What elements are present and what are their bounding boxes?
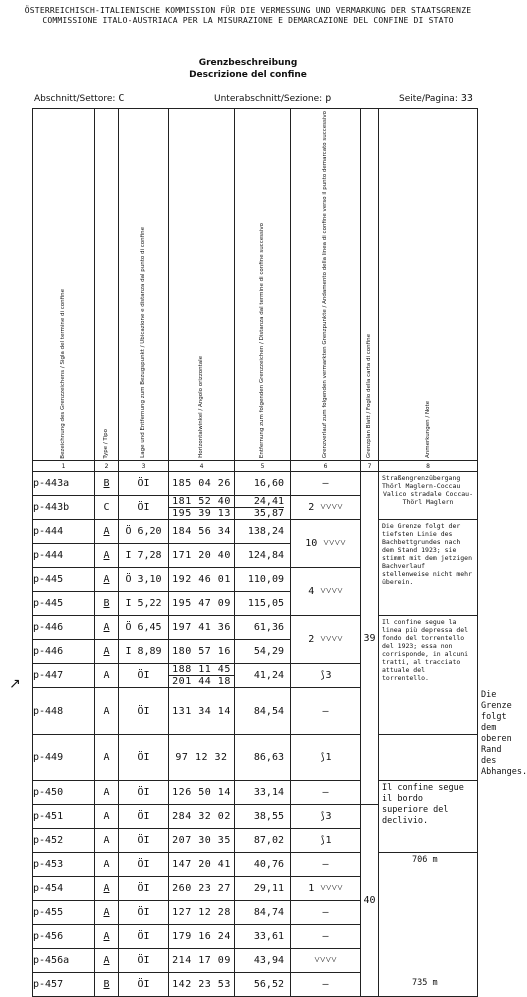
marker-location: ÖI [119, 664, 169, 688]
marker-code: p-451 [33, 805, 95, 829]
marker-type: A [95, 877, 119, 901]
horizontal-angle: 185 04 26 [169, 472, 235, 496]
marker-type: A [95, 568, 119, 592]
marker-code: p-444 [33, 544, 95, 568]
marker-code: p-453 [33, 853, 95, 877]
horizontal-angle: 97 12 32 [169, 734, 235, 781]
col-head-2: Type / Tipo [95, 109, 119, 461]
marker-location: Ö 3,10 [119, 568, 169, 592]
course-mark: 1 ˅˅˅˅ [291, 877, 361, 901]
distance: 86,63 [235, 734, 291, 781]
course-mark: ⟆1 [291, 734, 361, 781]
angle-value: 195 39 13 [172, 508, 231, 520]
marker-type: A [95, 805, 119, 829]
distance: 54,29 [235, 640, 291, 664]
marker-location: I 8,89 [119, 640, 169, 664]
marker-location: ÖI [119, 688, 169, 735]
course-mark: — [291, 688, 361, 735]
col-num: 7 [361, 461, 379, 472]
col-num: 4 [169, 461, 235, 472]
border-table: Bezeichnung des Grenzzeichens / Sigla del termine di confine Type / Tipo Lage und Entfernung zum Bezugspunkt / Ubicazione e distanza dal punto di confine Horizontalwinkel / Angolo orizzontale Entfernung zum folgenden Grenzzeichen / Distanza dal termine di confine successivo Grenzverlauf zum folgenden vermarkten Grenzpunkte / Andamento della linea di confine verso il punto demarcato successivo Grenzplan Blatt / Foglio della carta di confine Anmerkungen / Note 1 2 3 4 5 6 7 8 p-443a B ÖI 185 04 26 16,60 — 39 Straßengrenzübergang Thörl Maglern-Coccau Valico stradale Coccau-Thörl Maglern p-443b C ÖI 181 52 40 195 39 13 24,41 35,87 2 ˅˅˅˅ p-444 A Ö 6,20 184 56 34 138,24 10 ˅˅˅˅ Die Grenze folgt der tiefsten Linie des Bachbettgrundes nach dem Stand 1923; sie stimmt mit dem jetzigen Bachverlauf stellenweise nicht mehr überein. p-444 A I 7,28 171 20 40 124,84 p-445 A Ö 3,10 192 46 01 110,09 4 ˅˅˅˅ p-445 B I 5,22 195 47 09 115,05 p-446 A Ö 6,45 197 41 36 61,36 2 ˅˅˅˅ Il confine segue la linea più depressa del fondo del torrentello del 1923; essa non corrisponde, in alcuni tratti, al tracciato attuale del torrentello. p-446 A I 8,89 180 57 16 54,29 p-447 A ÖI 188 11 45 201 44 18 41,24 ⟆3 p-448 A ÖI 131 34 14 84,54 — Die Grenze folgt dem oberen Rand des Abhanges. p-449 A ÖI 97 12 32 86,63 ⟆1 p-450 A ÖI 126 50 14 33,14 — Il confine segue il bordo superiore del declivio. p-451 A ÖI 284 32 02 38,55 ⟆3 40 p-452 A ÖI 207 30 35 87,02 ⟆1 p-453 A ÖI 147 20 41 40,76 — 706 m 735 m p-454 A ÖI 260 23 27 29,11 1 ˅˅˅˅ p-455 A ÖI 127 12 28 84,74 — p-456 A ÖI 179 16 24 33,61 — p-456a A ÖI 214 17 09 43,94 ˅˅˅˅ p-457 B ÖI 142 23 53 56,52 — [32, 108, 478, 997]
distance: 33,61 [235, 925, 291, 949]
horizontal-angle: 171 20 40 [169, 544, 235, 568]
marker-type: A [95, 520, 119, 544]
marker-type: C [95, 496, 119, 520]
marker-code: p-444 [33, 520, 95, 544]
distance: 61,36 [235, 616, 291, 640]
col-num: 1 [33, 461, 95, 472]
course-mark: ⟆3 [291, 664, 361, 688]
sheet-number: 40 [361, 805, 379, 997]
section: Abschnitt/Settore: C [34, 93, 125, 104]
distance: 38,55 [235, 805, 291, 829]
distance: 110,09 [235, 568, 291, 592]
horizontal-angle: 147 20 41 [169, 853, 235, 877]
marker-type: A [95, 640, 119, 664]
marker-type: A [95, 853, 119, 877]
marker-location: ÖI [119, 472, 169, 496]
distance: 41,24 [235, 664, 291, 688]
horizontal-angle: 179 16 24 [169, 925, 235, 949]
horizontal-angle: 195 47 09 [169, 592, 235, 616]
distance-value: 35,87 [253, 508, 284, 520]
horizontal-angle: 284 32 02 [169, 805, 235, 829]
marker-code: p-452 [33, 829, 95, 853]
header-de: ÖSTERREICHISCH-ITALIENISCHE KOMMISSION FÜR DIE VERMESSUNG UND VERMARKUNG DER STAATSGRENZE [24, 6, 472, 15]
marker-type: A [95, 925, 119, 949]
marker-code: p-449 [33, 734, 95, 781]
marker-code: p-448 [33, 688, 95, 735]
col-head-4: Horizontalwinkel / Angolo orizzontale [169, 109, 235, 461]
title-it: Descrizione del confine [189, 70, 307, 80]
elevation-735: 735 m [412, 978, 438, 989]
col-head-3: Lage und Entfernung zum Bezugspunkt / Ubicazione e distanza dal punto di confine [119, 109, 169, 461]
elevation-706: 706 m [412, 855, 438, 866]
title-de: Grenzbeschreibung [198, 58, 298, 68]
course-mark: — [291, 901, 361, 925]
col-head-1: Bezeichnung des Grenzzeichens / Sigla del termine di confine [33, 109, 95, 461]
note-crossing-it: Valico stradale Coccau-Thörl Maglern [382, 490, 473, 507]
distance: 29,11 [235, 877, 291, 901]
horizontal-angle: 192 46 01 [169, 568, 235, 592]
distance: 87,02 [235, 829, 291, 853]
col-num: 8 [379, 461, 478, 472]
note-crossing-de: Straßengrenzübergang Thörl Maglern-Coccau [382, 474, 461, 491]
sheet-number: 39 [361, 472, 379, 805]
col-num: 6 [291, 461, 361, 472]
marker-code: p-447 [33, 664, 95, 688]
marker-code: p-445 [33, 592, 95, 616]
distance: 84,54 [235, 688, 291, 735]
marker-type: A [95, 901, 119, 925]
marker-code: p-446 [33, 616, 95, 640]
horizontal-angle [169, 496, 235, 520]
marker-location: ÖI [119, 949, 169, 973]
marker-type: A [95, 829, 119, 853]
marker-type: A [95, 949, 119, 973]
marker-location: ÖI [119, 734, 169, 781]
distance-value: 24,41 [235, 496, 284, 508]
distance: 138,24 [235, 520, 291, 544]
distance [235, 496, 291, 520]
distance: 115,05 [235, 592, 291, 616]
marker-location: ÖI [119, 973, 169, 997]
marker-type: B [95, 472, 119, 496]
note-crossing [379, 472, 478, 520]
col-head-5: Entfernung zum folgenden Grenzzeichen / Distanza dal termine di confine successivo [235, 109, 291, 461]
course-mark: ⟆1 [291, 829, 361, 853]
horizontal-angle [169, 664, 235, 688]
note-slope-it: Il confine segue il bordo superiore del declivio. [379, 781, 478, 853]
horizontal-angle: 197 41 36 [169, 616, 235, 640]
marker-code: p-450 [33, 781, 95, 805]
marker-code: p-456 [33, 925, 95, 949]
marker-location: I 7,28 [119, 544, 169, 568]
col-num: 5 [235, 461, 291, 472]
course-mark: — [291, 781, 361, 805]
marker-type: B [95, 592, 119, 616]
angle-value: 201 44 18 [172, 676, 231, 688]
marker-location: ÖI [119, 853, 169, 877]
distance: 43,94 [235, 949, 291, 973]
distance: 16,60 [235, 472, 291, 496]
marker-code: p-455 [33, 901, 95, 925]
distance: 84,74 [235, 901, 291, 925]
marker-type: A [95, 688, 119, 735]
marker-location: ÖI [119, 496, 169, 520]
angle-value: 188 11 45 [169, 664, 234, 676]
horizontal-angle: 180 57 16 [169, 640, 235, 664]
note-stream-de: Die Grenze folgt der tiefsten Linie des Bachbettgrundes nach dem Stand 1923; sie stimmt mit dem jetzigen Bachverlauf stellenweise nicht mehr überein. [379, 520, 478, 616]
horizontal-angle: 260 23 27 [169, 877, 235, 901]
horizontal-angle: 127 12 28 [169, 901, 235, 925]
note-elevations [379, 853, 478, 997]
marker-location: Ö 6,45 [119, 616, 169, 640]
course-mark: — [291, 973, 361, 997]
marker-location: ÖI [119, 781, 169, 805]
marker-location: Ö 6,20 [119, 520, 169, 544]
horizontal-angle: 131 34 14 [169, 688, 235, 735]
subsection: Unterabschnitt/Sezione: p [214, 93, 332, 104]
marker-type: A [95, 664, 119, 688]
col-head-7: Grenzplan Blatt / Foglio della carta di confine [361, 109, 379, 461]
marker-code: p-443b [33, 496, 95, 520]
marker-location: ÖI [119, 877, 169, 901]
marker-location: ÖI [119, 925, 169, 949]
course-mark: — [291, 853, 361, 877]
marker-type: A [95, 781, 119, 805]
horizontal-angle: 214 17 09 [169, 949, 235, 973]
course-mark: ⟆3 [291, 805, 361, 829]
note-stream-it: Il confine segue la linea più depressa del fondo del torrentello del 1923; essa non corrisponde, in alcuni tratti, al tracciato attuale del torrentello. [379, 616, 478, 735]
marker-type: A [95, 734, 119, 781]
horizontal-angle: 126 50 14 [169, 781, 235, 805]
marker-location: ÖI [119, 901, 169, 925]
marker-type: B [95, 973, 119, 997]
marker-code: p-443a [33, 472, 95, 496]
horizontal-angle: 207 30 35 [169, 829, 235, 853]
course-mark: ˅˅˅˅ [291, 949, 361, 973]
course-mark: — [291, 925, 361, 949]
marker-type: A [95, 544, 119, 568]
marker-code: p-456a [33, 949, 95, 973]
distance: 40,76 [235, 853, 291, 877]
course-mark: 2 ˅˅˅˅ [291, 616, 361, 664]
course-mark: 10 ˅˅˅˅ [291, 520, 361, 568]
distance: 124,84 [235, 544, 291, 568]
col-head-6: Grenzverlauf zum folgenden vermarkten Grenzpunkte / Andamento della linea di confine verso il punto demarcato successivo [291, 109, 361, 461]
distance: 33,14 [235, 781, 291, 805]
col-num: 2 [95, 461, 119, 472]
marker-code: p-446 [33, 640, 95, 664]
marker-location: I 5,22 [119, 592, 169, 616]
marker-code: p-454 [33, 877, 95, 901]
edge-arrow-icon: ↗ [9, 676, 21, 692]
course-mark: 2 ˅˅˅˅ [291, 496, 361, 520]
header-it: COMMISSIONE ITALO-AUSTRIACA PER LA MISURAZIONE E DEMARCAZIONE DEL CONFINE DI STATO [42, 16, 454, 25]
course-mark: 4 ˅˅˅˅ [291, 568, 361, 616]
angle-value: 181 52 40 [169, 496, 234, 508]
horizontal-angle: 142 23 53 [169, 973, 235, 997]
distance: 56,52 [235, 973, 291, 997]
course-mark: — [291, 472, 361, 496]
marker-location: ÖI [119, 829, 169, 853]
marker-code: p-457 [33, 973, 95, 997]
horizontal-angle: 184 56 34 [169, 520, 235, 544]
marker-type: A [95, 616, 119, 640]
col-num: 3 [119, 461, 169, 472]
marker-location: ÖI [119, 805, 169, 829]
marker-code: p-445 [33, 568, 95, 592]
col-head-8: Anmerkungen / Note [379, 109, 478, 461]
page-number: Seite/Pagina: 33 [399, 93, 473, 104]
